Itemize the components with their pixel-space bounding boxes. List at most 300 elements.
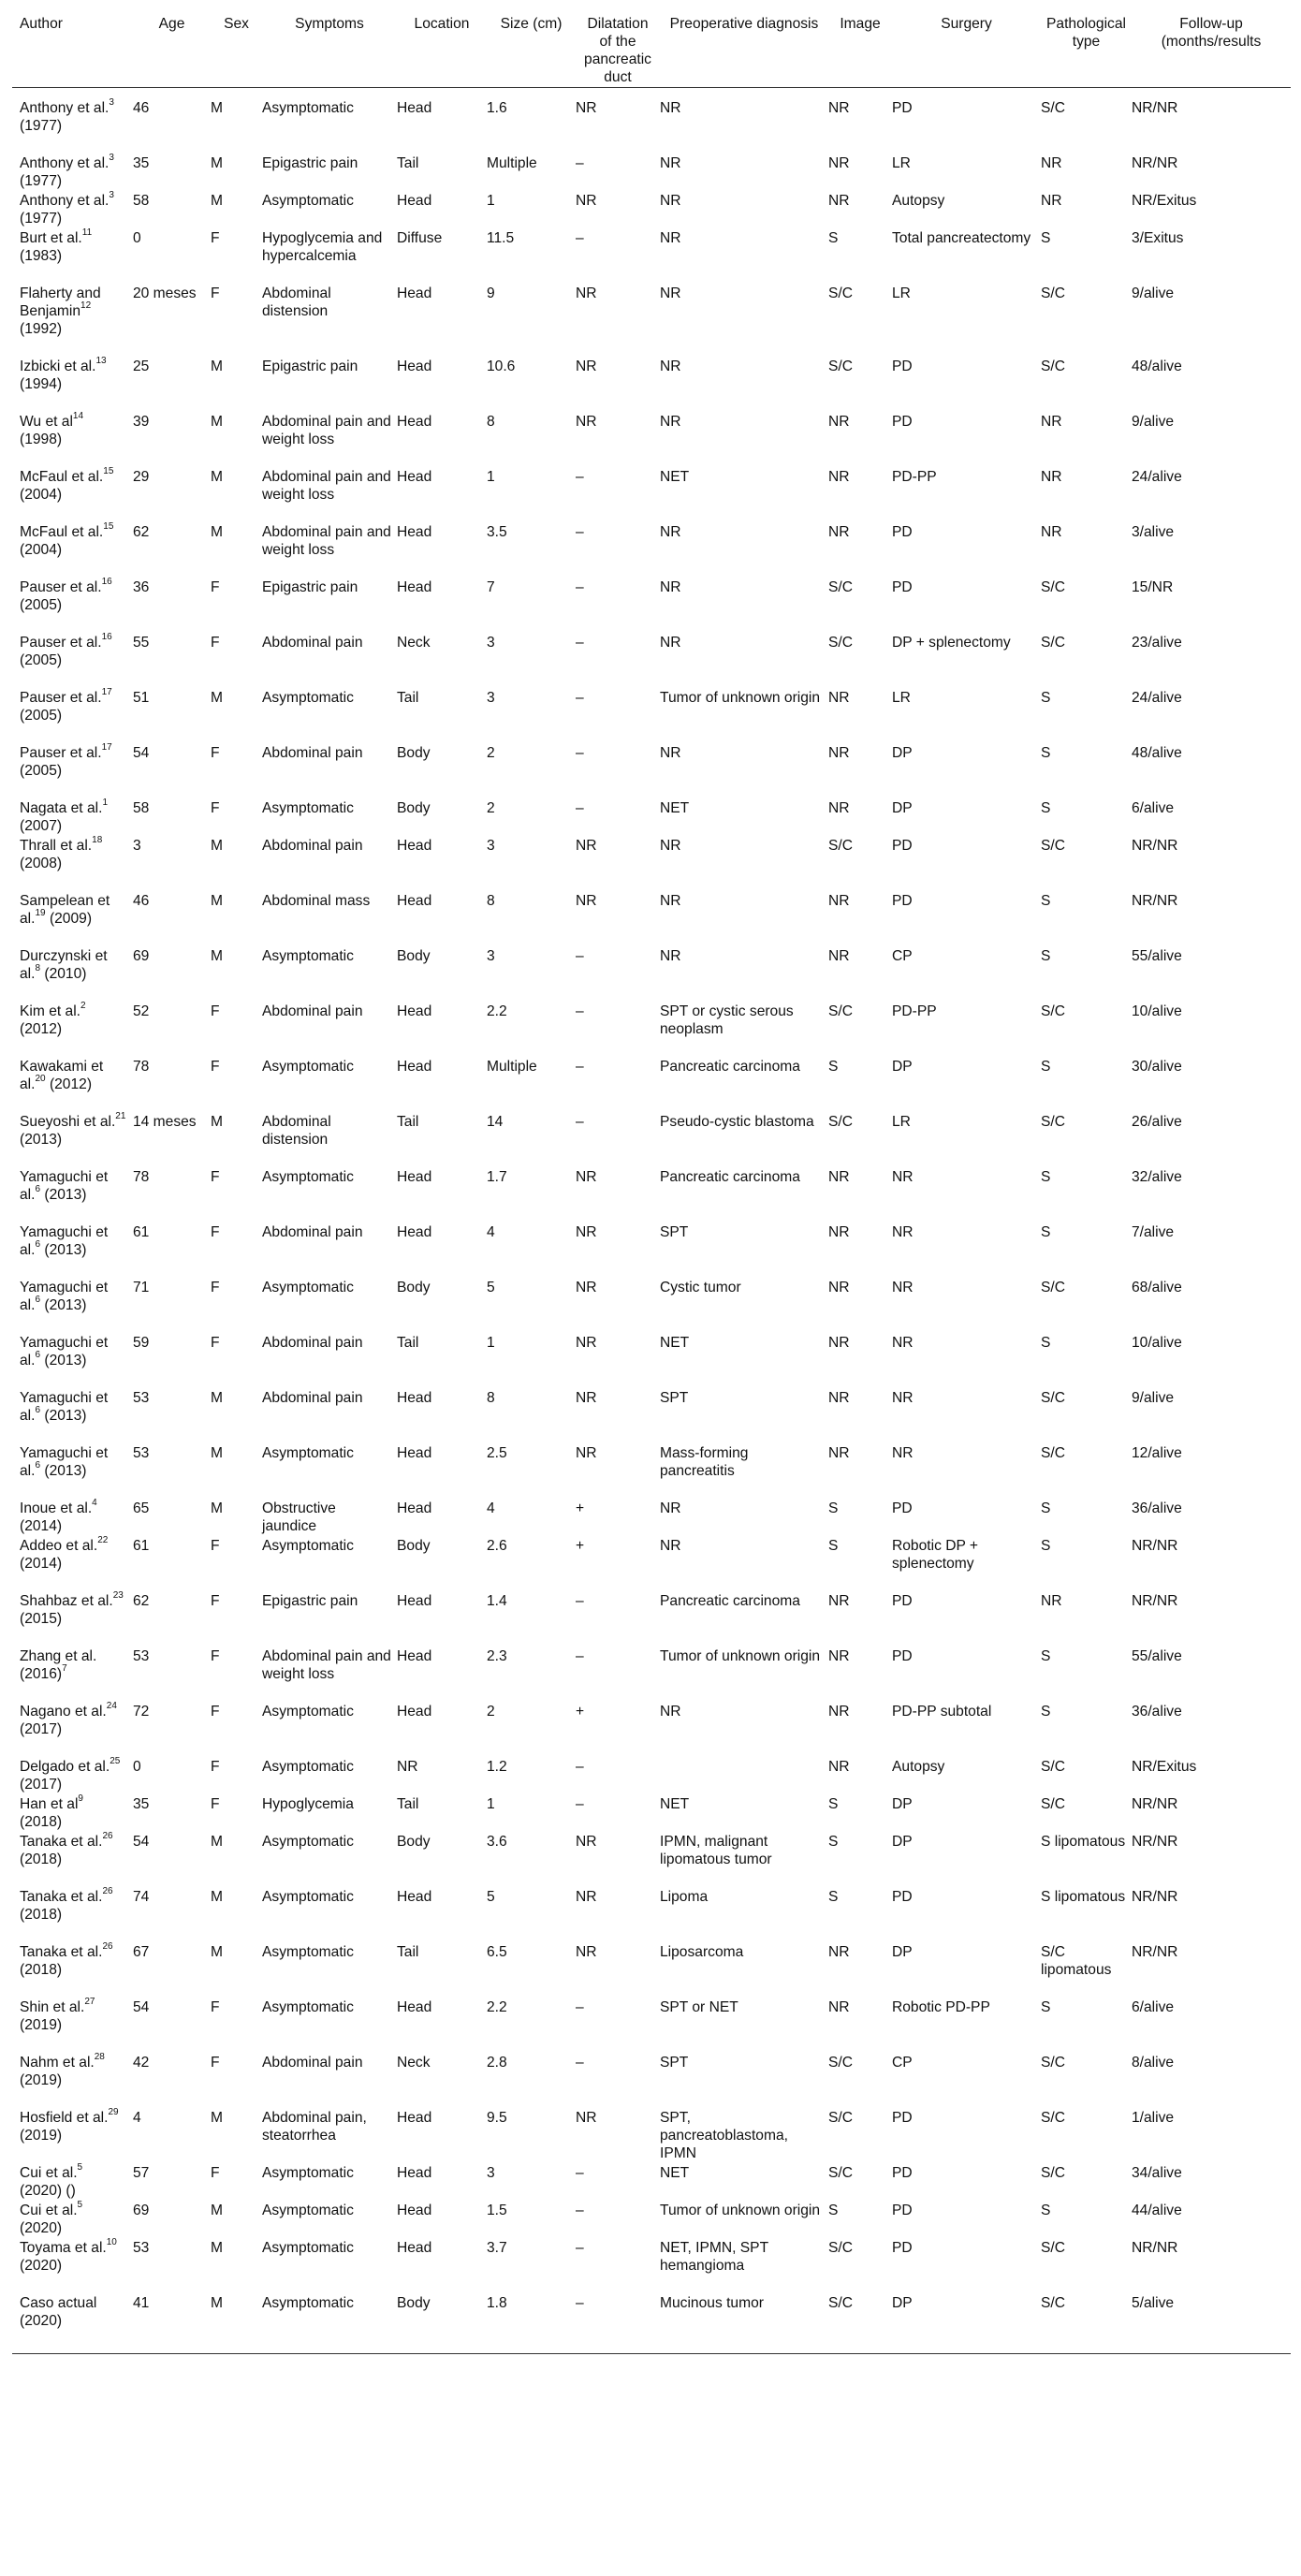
cell-pathology: S/C: [1041, 1279, 1065, 1295]
cell-dilatation: NR: [576, 413, 597, 430]
author-name: Flaherty and Benjamin: [20, 285, 101, 319]
cell-location: Head: [397, 192, 432, 209]
cell-dilatation: –: [576, 523, 584, 540]
cell-author: [12, 835, 133, 890]
cell-pathology: NR: [1041, 154, 1062, 171]
cell-author: [12, 2292, 133, 2354]
author-name: Pauser et al.: [20, 689, 102, 706]
cell-followup: 48/alive: [1132, 358, 1182, 374]
cell-author: [12, 1646, 133, 1701]
reference-number: 3: [109, 97, 114, 109]
cell-symptoms: Asymptomatic: [262, 2292, 397, 2354]
author-name: Burt et al.: [20, 229, 82, 246]
header-location: Location: [397, 0, 487, 87]
cell-age: 0: [133, 1758, 141, 1775]
table-row: [12, 190, 1291, 227]
cell-followup: 24/alive: [1132, 468, 1182, 485]
cell-sex: F: [211, 2054, 220, 2071]
author-name: Tanaka et al.: [20, 1888, 103, 1905]
author-name: Pauser et al.: [20, 744, 102, 761]
cell-followup: 9/alive: [1132, 1389, 1175, 1406]
table-container: [12, 0, 1291, 2354]
table-row: [12, 1886, 1291, 1941]
cell-dilatation: –: [576, 2164, 584, 2181]
cell-dilatation: –: [576, 1113, 584, 1130]
cell-followup: 5/alive: [1132, 2292, 1291, 2354]
cell-age: 35: [133, 154, 150, 171]
cell-symptoms: Abdominal pain and weight loss: [262, 523, 391, 558]
cell-surgery: PD: [892, 2164, 913, 2181]
cell-location: Head: [397, 578, 432, 595]
cell-symptoms: Abdominal pain, steatorrhea: [262, 2109, 367, 2144]
cell-image: NR: [828, 154, 850, 171]
cell-symptoms: Asymptomatic: [262, 1537, 354, 1554]
cell-surgery: Autopsy: [892, 192, 945, 209]
cell-pathology: S/C: [1041, 2292, 1132, 2354]
cell-symptoms: Asymptomatic: [262, 1168, 354, 1185]
cell-dilatation: NR: [576, 192, 597, 209]
cell-age: 59: [133, 1334, 150, 1351]
cell-dilatation: –: [576, 1003, 584, 1019]
cell-followup: NR/NR: [1132, 2239, 1178, 2256]
cell-symptoms: Abdominal pain and weight loss: [262, 413, 391, 447]
table-row: [12, 1646, 1291, 1701]
cell-sex: M: [211, 1113, 223, 1130]
cell-dilatation: –: [576, 1795, 584, 1812]
cell-location: Head: [397, 285, 432, 301]
cell-age: 69: [133, 947, 150, 964]
cell-size: Multiple: [487, 154, 537, 171]
cell-location: Tail: [397, 689, 419, 706]
author-year: (1998): [20, 431, 63, 447]
cell-dilatation: –: [576, 578, 584, 595]
cell-dilatation: +: [576, 1537, 585, 1554]
cell-age: 53: [133, 1647, 150, 1664]
cell-age: 54: [133, 744, 150, 761]
cell-symptoms: Hypoglycemia and hypercalcemia: [262, 229, 383, 264]
cell-sex: F: [211, 1703, 220, 1720]
cell-size: 8: [487, 892, 495, 909]
cell-location: Head: [397, 1058, 432, 1075]
table-row: [12, 1277, 1291, 1332]
cell-age: 72: [133, 1703, 150, 1720]
cell-location: Head: [397, 1168, 432, 1185]
reference-number: 25: [110, 1756, 121, 1767]
cell-surgery: PD: [892, 578, 913, 595]
cell-pathology: S/C: [1041, 1113, 1065, 1130]
reference-number: 26: [102, 1886, 113, 1897]
reference-number: 6: [35, 1184, 41, 1195]
cell-symptoms: Asymptomatic: [262, 1758, 354, 1775]
cell-surgery: PD: [892, 1888, 913, 1905]
cell-image: NR: [828, 892, 850, 909]
cell-sex: M: [211, 2239, 223, 2256]
author-year: (2018): [20, 1813, 63, 1830]
cell-size: 1.7: [487, 1168, 507, 1185]
reference-number: 21: [115, 1111, 126, 1122]
cell-age: 58: [133, 192, 150, 209]
cell-sex: F: [211, 1795, 220, 1812]
cell-location: Body: [397, 1833, 431, 1850]
author-name: Caso actual (2020): [20, 2294, 97, 2329]
header-diagnosis: Preoperative diagnosis: [660, 0, 828, 87]
cell-followup: 34/alive: [1132, 2164, 1182, 2181]
reference-number: 24: [106, 1701, 117, 1712]
cell-image: S: [828, 1833, 839, 1850]
cell-location: Head: [397, 358, 432, 374]
author-year: (2018): [20, 1961, 63, 1978]
cell-pathology: S: [1041, 744, 1051, 761]
reference-number: 10: [106, 2237, 117, 2248]
cell-age: 46: [133, 892, 150, 909]
table-row: [12, 466, 1291, 521]
cell-location: Head: [397, 99, 432, 116]
cell-size: 1: [487, 1795, 495, 1812]
cell-author: [12, 1590, 133, 1646]
cell-diagnosis: SPT or cystic serous neoplasm: [660, 1003, 794, 1037]
cell-pathology: S/C: [1041, 1444, 1065, 1461]
cell-dilatation: –: [576, 2239, 584, 2256]
cell-age: 35: [133, 1795, 150, 1812]
cell-age: 78: [133, 1058, 150, 1075]
reference-number: 14: [72, 411, 84, 422]
author-year: (1992): [20, 320, 63, 337]
author-name: Cui et al.: [20, 2202, 78, 2218]
cell-surgery: PD: [892, 892, 913, 909]
table-row: [12, 1756, 1291, 1793]
cell-diagnosis: Lipoma: [660, 1888, 709, 1905]
cell-size: 1: [487, 1334, 495, 1351]
cell-image: NR: [828, 1389, 850, 1406]
author-year: (2013): [40, 1186, 87, 1203]
author-year: (2012): [45, 1076, 93, 1092]
cell-followup: 55/alive: [1132, 1647, 1182, 1664]
cell-sex: M: [211, 468, 223, 485]
cell-author: [12, 1701, 133, 1756]
table-row: [12, 2052, 1291, 2107]
cell-followup: 6/alive: [1132, 1998, 1175, 2015]
cell-author: [12, 632, 133, 687]
cell-pathology: S: [1041, 892, 1051, 909]
cell-location: Head: [397, 1444, 432, 1461]
cell-pathology: S/C: [1041, 1758, 1065, 1775]
reference-number: 6: [35, 1460, 41, 1471]
cell-surgery: DP + splenectomy: [892, 634, 1011, 651]
cell-followup: 24/alive: [1132, 689, 1182, 706]
author-year: (2014): [20, 1555, 63, 1572]
cell-age: 71: [133, 1279, 150, 1295]
cell-pathology: S: [1041, 1500, 1051, 1516]
reference-number: 7: [62, 1663, 67, 1675]
cell-location: Head: [397, 1998, 432, 2015]
cell-size: 2.6: [487, 1537, 507, 1554]
cell-followup: NR/NR: [1132, 1795, 1178, 1812]
table-row: [12, 890, 1291, 945]
reference-number: 15: [103, 521, 114, 533]
reference-number: 17: [101, 742, 112, 754]
cell-age: 53: [133, 2239, 150, 2256]
cell-pathology: S/C: [1041, 1389, 1065, 1406]
cell-size: 3.5: [487, 523, 507, 540]
cell-sex: F: [211, 1223, 220, 1240]
author-name: Yamaguchi et al.: [20, 1389, 109, 1424]
cell-size: 1.4: [487, 1592, 507, 1609]
table-row: [12, 1498, 1291, 1535]
cell-size: 8: [487, 413, 495, 430]
cell-size: 8: [487, 1389, 495, 1406]
cell-symptoms: Abdominal pain: [262, 1334, 363, 1351]
cell-followup: NR/NR: [1132, 892, 1178, 909]
cell-size: 2.2: [487, 1998, 507, 2015]
cell-image: S/C: [828, 578, 853, 595]
reference-number: 6: [35, 1239, 41, 1251]
reference-number: 15: [103, 466, 114, 477]
cell-pathology: S/C: [1041, 99, 1065, 116]
cell-surgery: PD-PP: [892, 1003, 937, 1019]
cell-followup: 12/alive: [1132, 1444, 1182, 1461]
cell-author: [12, 1756, 133, 1793]
cell-author: [12, 1498, 133, 1535]
cell-dilatation: NR: [576, 1943, 597, 1960]
cell-symptoms: Abdominal pain and weight loss: [262, 1647, 391, 1682]
cell-diagnosis: Mucinous tumor: [660, 2292, 828, 2354]
cell-symptoms: Abdominal distension: [262, 1113, 331, 1148]
cell-followup: 30/alive: [1132, 1058, 1182, 1075]
table-row: [12, 1111, 1291, 1166]
author-year: (2008): [20, 855, 63, 871]
cell-author: [12, 190, 133, 227]
cell-age: 61: [133, 1223, 150, 1240]
cell-author: [12, 742, 133, 798]
cell-size: 1.6: [487, 99, 507, 116]
cell-diagnosis: NET: [660, 1334, 690, 1351]
cell-pathology: S/C: [1041, 2164, 1065, 2181]
cell-dilatation: –: [576, 744, 584, 761]
cell-diagnosis: NR: [660, 947, 681, 964]
author-name: Anthony et al.: [20, 99, 110, 116]
author-year: (2007): [20, 817, 63, 834]
table-body: [12, 87, 1291, 2353]
cell-surgery: NR: [892, 1334, 914, 1351]
cell-author: [12, 1056, 133, 1111]
cell-symptoms: Abdominal pain: [262, 837, 363, 854]
cell-age: 29: [133, 468, 150, 485]
cell-diagnosis: NR: [660, 229, 681, 246]
cell-pathology: S lipomatous: [1041, 1833, 1126, 1850]
reference-number: 6: [35, 1295, 41, 1306]
cell-sex: F: [211, 1279, 220, 1295]
cell-pathology: S: [1041, 229, 1051, 246]
cell-diagnosis: Tumor of unknown origin: [660, 689, 821, 706]
reference-number: 6: [35, 1405, 41, 1416]
cell-symptoms: Asymptomatic: [262, 1888, 354, 1905]
cell-symptoms: Abdominal pain: [262, 2054, 363, 2071]
cell-size: 1: [487, 192, 495, 209]
cell-surgery: PD: [892, 99, 913, 116]
cell-age: 65: [133, 1500, 150, 1516]
table-row: [12, 835, 1291, 890]
cell-surgery: NR: [892, 1168, 914, 1185]
cell-location: Body: [397, 744, 431, 761]
cell-author: [12, 2162, 133, 2200]
cell-surgery: Robotic DP + splenectomy: [892, 1537, 979, 1572]
reference-number: 5: [77, 2162, 83, 2174]
cell-symptoms: Asymptomatic: [262, 1703, 354, 1720]
cell-dilatation: NR: [576, 1444, 597, 1461]
cell-image: NR: [828, 799, 850, 816]
table-row: [12, 687, 1291, 742]
cell-location: Head: [397, 2202, 432, 2218]
reference-number: 9: [78, 1793, 83, 1805]
cell-size: 1.5: [487, 2202, 507, 2218]
cell-author: [12, 1442, 133, 1498]
cell-pathology: S: [1041, 1058, 1051, 1075]
cell-location: Head: [397, 413, 432, 430]
reference-number: 16: [101, 577, 112, 588]
table-row: [12, 577, 1291, 632]
cell-author: [12, 356, 133, 411]
author-name: Pauser et al.: [20, 634, 102, 651]
table-row: [12, 1001, 1291, 1056]
cell-location: Head: [397, 892, 432, 909]
cell-location: Tail: [397, 1334, 419, 1351]
cell-age: 55: [133, 634, 150, 651]
cell-sex: F: [211, 285, 220, 301]
table-row: [12, 1831, 1291, 1886]
author-name: Kim et al.: [20, 1003, 80, 1019]
cell-sex: M: [211, 837, 223, 854]
cell-surgery: LR: [892, 285, 911, 301]
cell-diagnosis: NET: [660, 1795, 690, 1812]
header-size: Size (cm): [487, 0, 576, 87]
table-row: [12, 1442, 1291, 1498]
cell-followup: NR/NR: [1132, 1888, 1178, 1905]
author-year: (2013): [40, 1352, 87, 1368]
table-row: [12, 356, 1291, 411]
author-year: (2010): [40, 965, 87, 982]
cell-followup: 23/alive: [1132, 634, 1182, 651]
author-year: (2018): [20, 1851, 63, 1867]
author-name: Delgado et al.: [20, 1758, 110, 1775]
reference-number: 4: [92, 1498, 97, 1509]
cell-diagnosis: NET, IPMN, SPT hemangioma: [660, 2239, 768, 2274]
author-year: (2019): [20, 2071, 63, 2088]
cell-author: [12, 283, 133, 356]
cell-followup: 36/alive: [1132, 1500, 1182, 1516]
cell-surgery: NR: [892, 1279, 914, 1295]
cell-symptoms: Abdominal mass: [262, 892, 371, 909]
cell-followup: 15/NR: [1132, 578, 1174, 595]
cell-diagnosis: Cystic tumor: [660, 1279, 741, 1295]
header-author: Author: [12, 0, 133, 87]
author-name: Tanaka et al.: [20, 1943, 103, 1960]
author-year: (2005): [20, 707, 63, 724]
cell-followup: NR/NR: [1132, 1592, 1178, 1609]
cell-size: 3: [487, 837, 495, 854]
author-year: (2004): [20, 541, 63, 558]
author-year: (2020) (): [20, 2182, 76, 2199]
header-age: Age: [133, 0, 211, 87]
cell-symptoms: Epigastric pain: [262, 1592, 358, 1609]
cell-symptoms: Abdominal pain: [262, 744, 363, 761]
author-year: (1977): [20, 172, 63, 189]
cell-image: S/C: [828, 2292, 892, 2354]
cell-age: 25: [133, 358, 150, 374]
reference-number: 18: [92, 835, 103, 846]
cell-age: 62: [133, 523, 150, 540]
cell-size: 4: [487, 1223, 495, 1240]
table-row: [12, 1166, 1291, 1222]
cell-location: Neck: [397, 2054, 431, 2071]
cell-author: [12, 1793, 133, 1831]
cell-pathology: S/C: [1041, 358, 1065, 374]
cell-age: 39: [133, 413, 150, 430]
cell-image: NR: [828, 1444, 850, 1461]
cell-size: 2.8: [487, 2054, 507, 2071]
cell-author: [12, 1535, 133, 1590]
cell-symptoms: Asymptomatic: [262, 799, 354, 816]
author-year: (2013): [40, 1462, 87, 1479]
author-year: (1983): [20, 247, 63, 264]
cell-followup: 44/alive: [1132, 2202, 1182, 2218]
author-year: (2019): [20, 2127, 63, 2144]
cell-author: [12, 945, 133, 1001]
cell-followup: NR/NR: [1132, 99, 1178, 116]
table-row: [12, 2200, 1291, 2237]
cell-location: Head: [397, 1500, 432, 1516]
cell-age: 41: [133, 2292, 211, 2354]
cell-image: NR: [828, 744, 850, 761]
cell-surgery: PD: [892, 1647, 913, 1664]
reference-number: 23: [112, 1590, 124, 1602]
cell-symptoms: Hypoglycemia: [262, 1795, 354, 1812]
cell-pathology: S/C: [1041, 1795, 1065, 1812]
cell-surgery: PD: [892, 837, 913, 854]
cell-symptoms: Asymptomatic: [262, 947, 354, 964]
cell-sex: M: [211, 947, 223, 964]
header-dilatation: Dilatation of the pancreatic duct: [576, 0, 660, 87]
cell-followup: 10/alive: [1132, 1334, 1182, 1351]
reference-number: 13: [95, 356, 107, 367]
cell-image: S/C: [828, 1003, 853, 1019]
cell-dilatation: –: [576, 2202, 584, 2218]
cell-symptoms: Asymptomatic: [262, 1058, 354, 1075]
reference-number: 2: [80, 1001, 86, 1012]
cell-followup: 9/alive: [1132, 413, 1175, 430]
cell-author: [12, 2107, 133, 2162]
cell-symptoms: Asymptomatic: [262, 99, 354, 116]
cell-author: [12, 1941, 133, 1997]
cell-dilatation: NR: [576, 1389, 597, 1406]
reference-number: 11: [81, 227, 93, 239]
cell-diagnosis: NR: [660, 892, 681, 909]
cell-size: 11.5: [487, 229, 515, 246]
author-name: Hosfield et al.: [20, 2109, 109, 2126]
cell-followup: 36/alive: [1132, 1703, 1182, 1720]
cell-image: NR: [828, 1279, 850, 1295]
author-name: Thrall et al.: [20, 837, 93, 854]
cell-diagnosis: Tumor of unknown origin: [660, 2202, 821, 2218]
cell-dilatation: –: [576, 1592, 584, 1609]
cell-pathology: S: [1041, 689, 1051, 706]
cell-surgery: PD: [892, 2239, 913, 2256]
cell-location: Head: [397, 468, 432, 485]
cell-age: 67: [133, 1943, 150, 1960]
author-name: Yamaguchi et al.: [20, 1279, 109, 1313]
cell-dilatation: NR: [576, 892, 597, 909]
cell-dilatation: NR: [576, 1334, 597, 1351]
cell-size: 2.2: [487, 1003, 507, 1019]
